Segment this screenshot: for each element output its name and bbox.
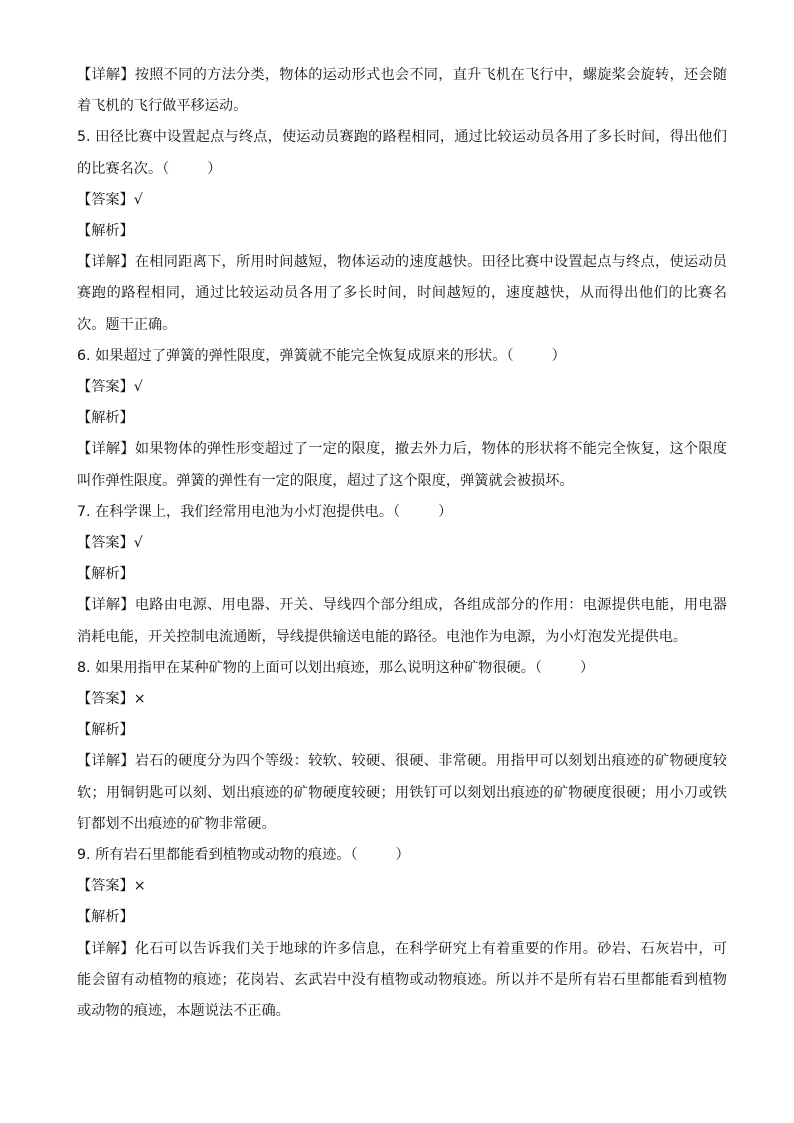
question-number: 6.: [77, 347, 91, 364]
analysis-9: [77, 902, 727, 933]
question-text: 所有岩石里都能看到植物或动物的痕迹。（: [95, 847, 358, 864]
answer-5: [77, 185, 727, 216]
answer-label: 【答案】: [77, 191, 134, 208]
question-7: [77, 497, 727, 528]
answer-label: 【答案】: [77, 535, 134, 552]
question-number: 5.: [77, 129, 91, 146]
question-5: [77, 122, 727, 184]
answer-value: ×: [133, 691, 146, 708]
question-text: 在科学课上，我们经常用电池为小灯泡提供电。（: [95, 503, 401, 520]
answer-label: 【答案】: [77, 691, 134, 708]
detail-6: [77, 434, 727, 496]
analysis-5: [77, 216, 727, 247]
detail-text: 如果物体的弹性形变超过了一定的限度，撤去外力后，物体的形状将不能完全恢复，这个限度叫作弹性限度。弹簧的弹性有一定的限度，超过了这个限度，弹簧就会被损坏。: [77, 441, 727, 489]
question-close-paren: ）: [579, 659, 595, 676]
question-9: [77, 840, 727, 871]
answer-6: [77, 372, 727, 403]
answer-label: 【答案】: [77, 878, 134, 895]
analysis-7: [77, 559, 727, 590]
detail-label: 【详解】: [77, 597, 135, 614]
question-8: [77, 653, 727, 684]
question-text: 田径比赛中设置起点与终点，使运动员赛跑的路程相同，通过比较运动员各用了多长时间，得出他们的比赛名次。（: [77, 129, 727, 177]
detail-8: [77, 746, 727, 840]
answer-7: [77, 528, 727, 559]
question-close-paren: ）: [207, 160, 222, 177]
detail-text: 在相同距离下，所用时间越短，物体运动的速度越快。田径比赛中设置起点与终点，使运动员赛跑的路程相同，通过比较运动员各用了多长时间，时间越短的，速度越快，从而得出他们的比赛名次。题干正确。: [77, 254, 727, 333]
analysis-8: [77, 715, 727, 746]
detail-paragraph: [77, 60, 727, 122]
answer-label: 【答案】: [77, 379, 134, 396]
detail-5: [77, 247, 727, 341]
answer-value: ×: [133, 878, 146, 895]
detail-text: 岩石的硬度分为四个等级：较软、较硬、很硬、非常硬。用指甲可以刻划出痕迹的矿物硬度较软；用铜钥匙可以刻、划出痕迹的矿物硬度较硬；用铁钉可以刻划出痕迹的矿物硬度很硬；用小刀或铁钉都划不出痕迹的矿物非常硬。: [77, 753, 727, 832]
answer-9: [77, 871, 727, 902]
detail-label: 【详解】: [77, 940, 135, 957]
question-number: 8.: [77, 659, 91, 676]
detail-label: 【详解】: [77, 254, 135, 271]
analysis-6: [77, 403, 727, 434]
question-number: 7.: [77, 503, 91, 520]
question-number: 9.: [77, 847, 91, 864]
detail-text: 化石可以告诉我们关于地球的许多信息，在科学研究上有着重要的作用。砂岩、石灰岩中，可能会留有动植物的痕迹；花岗岩、玄武岩中没有植物或动物痕迹。所以并不是所有岩石里都能看到植物或动物的痕迹，本题说法不正确。: [77, 940, 727, 1020]
analysis-label: 【解析】: [77, 909, 134, 926]
analysis-label: 【解析】: [77, 410, 134, 427]
question-close-paren: ）: [395, 847, 410, 864]
analysis-label: 【解析】: [77, 722, 134, 739]
question-text: 如果用指甲在某种矿物的上面可以划出痕迹，那么说明这种矿物很硬。（: [95, 659, 542, 676]
answer-value: √: [133, 191, 143, 208]
detail-label: 【详解】: [77, 67, 135, 83]
document-page: [77, 60, 727, 1027]
answer-value: √: [133, 379, 143, 396]
question-text: 如果超过了弹簧的弹性限度，弹簧就不能完全恢复成原来的形状。（: [95, 347, 514, 364]
answer-8: [77, 684, 727, 715]
question-close-paren: ）: [438, 503, 453, 520]
detail-9: [77, 934, 727, 1028]
detail-label: 【详解】: [77, 753, 135, 770]
detail-7: [77, 590, 727, 652]
detail-label: 【详解】: [77, 441, 135, 458]
analysis-label: 【解析】: [77, 223, 134, 240]
answer-value: √: [133, 535, 143, 552]
analysis-label: 【解析】: [77, 566, 134, 583]
detail-text: 电路由电源、用电器、开关、导线四个部分组成，各组成部分的作用：电源提供电能，用电器消耗电能，开关控制电流通断，导线提供输送电能的路径。电池作为电源，为小灯泡发光提供电。: [77, 597, 727, 645]
question-close-paren: ）: [551, 347, 566, 364]
question-6: [77, 341, 727, 372]
detail-text: 按照不同的方法分类，物体的运动形式也会不同，直升飞机在飞行中，螺旋桨会旋转，还会随着飞机的飞行做平移运动。: [77, 67, 727, 115]
